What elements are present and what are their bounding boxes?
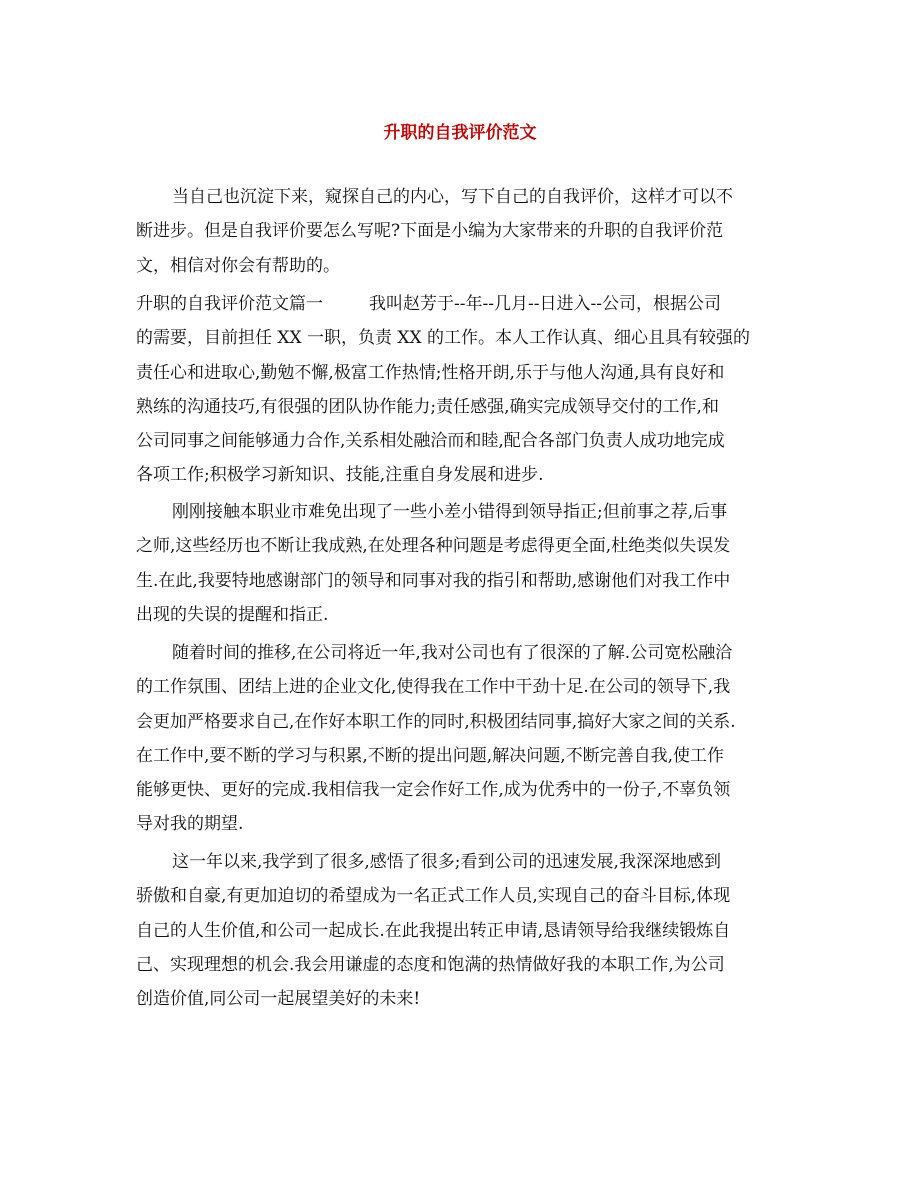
- text-line: 的需要，目前担任 XX 一职，负责 XX 的工作。本人工作认真、细心且具有较强的: [136, 328, 751, 349]
- document-title: 升职的自我评价范文: [383, 123, 537, 143]
- text-line: 会更加严格要求自己,在作好本职工作的同时,积极团结同事,搞好大家之间的关系.: [136, 711, 736, 732]
- section-heading: 升职的自我评价范文篇一: [136, 294, 323, 314]
- text-line: 各项工作;积极学习新知识、技能,注重自身发展和进步.: [136, 465, 544, 486]
- text-line: 断进步。但是自我评价要怎么写呢?下面是小编为大家带来的升职的自我评价范: [136, 221, 724, 242]
- text-line: 当自己也沉淀下来，窥探自己的内心，写下自己的自我评价，这样才可以不: [172, 187, 733, 207]
- intro-paragraph: [136, 180, 786, 283]
- text-line: 的工作氛围、团结上进的企业文化,使得我在工作中干劲十足.在公司的领导下,我: [136, 677, 731, 698]
- paragraph-2: [136, 495, 786, 632]
- text-line: 刚刚接触本职业市难免出现了一些小差小错得到领导指正;但前事之荐,后事: [172, 502, 728, 522]
- paragraph-1: [136, 287, 786, 493]
- text-line: 导对我的期望.: [136, 814, 244, 835]
- paragraph-4: [136, 845, 786, 1016]
- text-line: 责任心和进取心,勤勉不懈,极富工作热情;性格开朗,乐于与他人沟通,具有良好和: [136, 362, 725, 383]
- text-line: 这一年以来,我学到了很多,感悟了很多;看到公司的迅速发展,我深深地感到: [172, 852, 721, 872]
- text-line: 之师,这些经历也不断让我成熟,在处理各种问题是考虑得更全面,杜绝类似失误发: [136, 536, 731, 557]
- text-line: 公司同事之间能够通力合作,关系相处融洽而和睦,配合各部门负责人成功地完成: [136, 431, 725, 452]
- text-line: 随着时间的推移,在公司将近一年,我对公司也有了很深的了解.公司宽松融洽: [172, 643, 733, 663]
- text-line: 自己的人生价值,和公司一起成长.在此我提出转正申请,恳请领导给我继续锻炼自: [136, 920, 731, 941]
- text-line: 在工作中,要不断的学习与积累,不断的提出问题,解决问题,不断完善自我,使工作: [136, 745, 725, 766]
- text-line: 熟练的沟通技巧,有很强的团队协作能力;责任感强,确实完成领导交付的工作,和: [136, 396, 719, 417]
- text-line: 能够更快、更好的完成.我相信我一定会作好工作,成为优秀中的一份子,不辜负领: [136, 780, 731, 801]
- paragraph-3: [136, 636, 786, 842]
- text-line: 骄傲和自豪,有更加迫切的希望成为一名正式工作人员,实现自己的奋斗目标,体现: [136, 886, 731, 907]
- text-line: 己、实现理想的机会.我会用谦虚的态度和饱满的热情做好我的本职工作,为公司: [136, 954, 725, 975]
- text-line: 创造价值,同公司一起展望美好的未来!: [136, 989, 421, 1010]
- text-line: 生.在此,我要特地感谢部门的领导和同事对我的指引和帮助,感谢他们对我工作中: [136, 570, 731, 591]
- text-line: 文，相信对你会有帮助的。: [136, 255, 340, 276]
- text-line: 出现的失误的提醒和指正.: [136, 604, 329, 625]
- text-line-content: 我叫赵芳于--年--几月--日进入--公司，根据公司: [369, 294, 721, 314]
- text-line: [136, 287, 786, 321]
